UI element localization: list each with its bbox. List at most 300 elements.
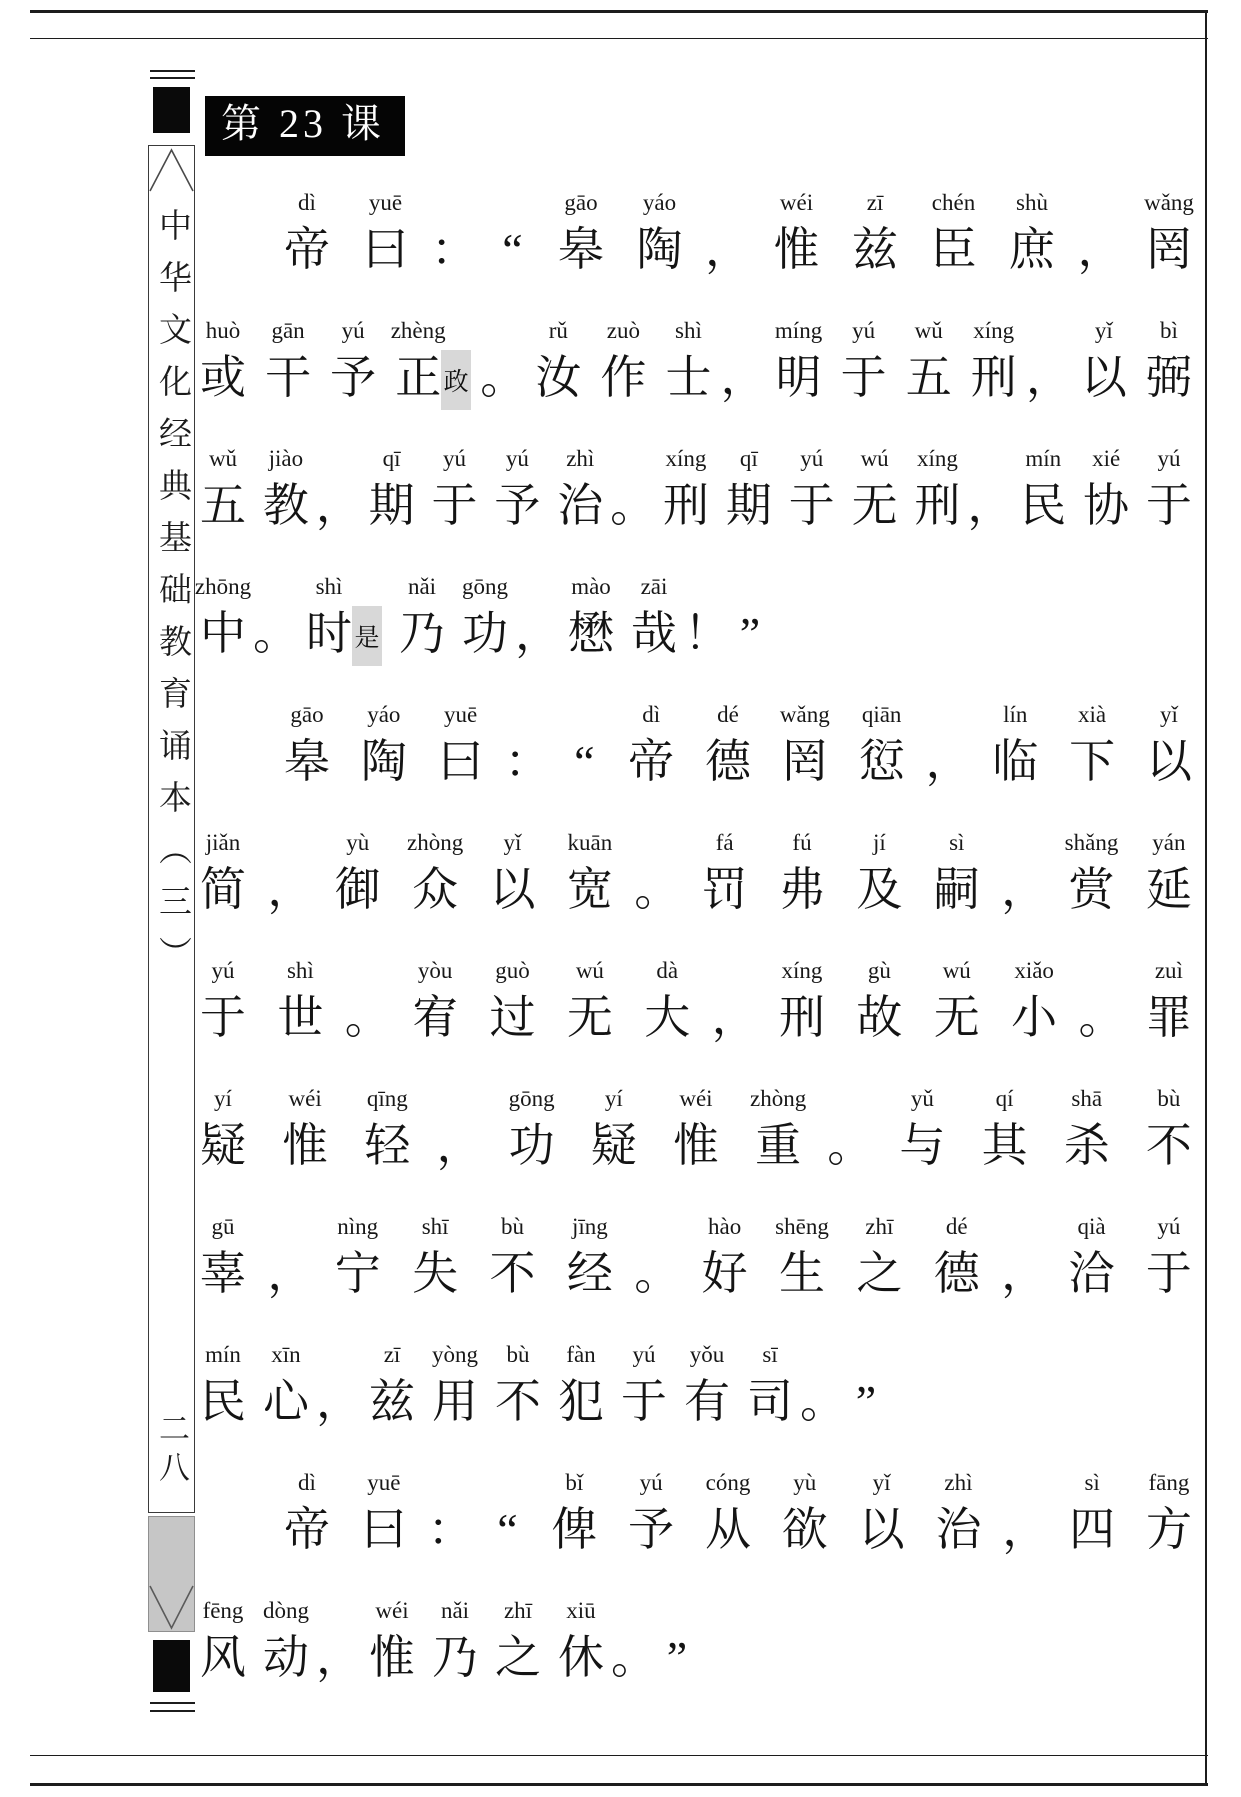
hanzi-char: 五 <box>200 480 246 531</box>
hanzi-char: 失 <box>412 1248 459 1299</box>
pinyin-label: yú <box>639 1470 663 1495</box>
char-token <box>1064 1086 1110 1178</box>
char-token <box>200 1598 246 1690</box>
punctuation-char: ： <box>431 224 477 275</box>
sidebar-spine-box <box>148 145 195 1513</box>
char-token <box>782 1470 828 1562</box>
punctuation-char: 。 <box>827 1120 874 1171</box>
char-token <box>852 190 898 282</box>
hanzi-char: 愆 <box>858 736 905 787</box>
pinyin-label <box>732 958 738 988</box>
hanzi-char: 心 <box>263 1376 309 1427</box>
pinyin-label: shā <box>1071 1086 1103 1111</box>
pinyin-label: yǒu <box>689 1342 725 1367</box>
hanzi-char: 治 <box>935 1504 982 1555</box>
char-token <box>284 1470 330 1562</box>
pinyin-label: yáo <box>367 702 401 727</box>
pinyin-label: bù <box>501 1214 524 1239</box>
char-with-annotation <box>306 604 382 666</box>
pinyin-label <box>1022 1470 1028 1500</box>
pinyin-label <box>525 702 531 732</box>
punctuation-char: ， <box>705 224 751 275</box>
char-token <box>841 318 887 410</box>
hanzi-char: 犯 <box>558 1376 604 1427</box>
pinyin-label: kuān <box>567 830 613 855</box>
pinyin-label <box>288 830 294 860</box>
pinyin-label <box>1098 190 1104 220</box>
punctuation-char: ， <box>1025 352 1072 403</box>
punctuation-token <box>610 446 657 538</box>
hanzi-char: 无 <box>851 480 898 531</box>
text-line <box>200 830 1192 922</box>
punctuation-char: ， <box>711 992 758 1043</box>
char-token <box>263 1342 309 1434</box>
pinyin-label: zhòng <box>749 1086 807 1111</box>
hanzi-char: 以 <box>858 1504 905 1555</box>
hanzi-char: 众 <box>412 864 459 915</box>
hanzi-char: 轻 <box>364 1120 411 1171</box>
char-token <box>1069 1214 1115 1306</box>
pinyin-label: guò <box>495 958 530 983</box>
pinyin-label: wǔ <box>914 318 943 343</box>
hanzi-char: 不 <box>489 1248 536 1299</box>
text-lines <box>194 190 1194 1726</box>
punctuation-char: “ <box>574 736 595 787</box>
text-line <box>200 702 1192 794</box>
chevron-up-icon <box>149 148 194 192</box>
char-token <box>749 1086 807 1178</box>
char-token <box>200 958 246 1050</box>
hanzi-char: 庶 <box>1009 224 1055 275</box>
char-token <box>462 574 508 666</box>
pinyin-label: mào <box>571 574 611 599</box>
hanzi-char: 治 <box>557 480 604 531</box>
char-token <box>971 318 1017 410</box>
pinyin-label: sī <box>762 1342 778 1367</box>
text-line <box>200 318 1192 410</box>
hanzi-char: 重 <box>755 1120 802 1171</box>
pinyin-label: cóng <box>705 1470 751 1495</box>
pinyin-label: dì <box>298 190 316 215</box>
hanzi-char: 生 <box>779 1248 825 1299</box>
pinyin-label <box>288 1214 294 1244</box>
punctuation-char: ， <box>720 352 767 403</box>
hanzi-char: 之 <box>856 1248 903 1299</box>
char-token <box>856 1214 902 1306</box>
hanzi-char: 帝 <box>284 1504 330 1555</box>
punctuation-char: ， <box>1001 864 1048 915</box>
pinyin-label: dé <box>717 702 739 727</box>
hanzi-char: 德 <box>933 1248 980 1299</box>
pinyin-label: yuē <box>444 702 478 727</box>
hanzi-char: 杀 <box>1063 1120 1110 1171</box>
pinyin-label: zhī <box>865 1214 894 1239</box>
char-token <box>567 1214 613 1306</box>
punctuation-char: ： <box>504 736 551 787</box>
hanzi-char: 惟 <box>773 224 820 275</box>
pinyin-label <box>457 1086 463 1116</box>
char-token <box>363 190 409 282</box>
text-line <box>200 958 1192 1050</box>
hanzi-char: 乃 <box>432 1632 478 1683</box>
pinyin-label: wéi <box>679 1086 713 1111</box>
pinyin-label: jiǎn <box>205 830 241 855</box>
hanzi-char: 曰 <box>362 224 409 275</box>
hanzi-char: 乃 <box>399 608 445 659</box>
hanzi-char: 罪 <box>1145 992 1192 1043</box>
pinyin-label: fāng <box>1148 1470 1190 1495</box>
hanzi-char: 教 <box>262 480 309 531</box>
punctuation-token <box>427 1470 474 1562</box>
pinyin-label: yú <box>505 446 529 471</box>
punctuation-token <box>571 702 597 794</box>
punctuation-token <box>711 958 758 1050</box>
hanzi-char: 弼 <box>1145 352 1192 403</box>
punctuation-token <box>494 1470 520 1562</box>
char-token <box>490 830 536 922</box>
pinyin-label: zī <box>383 1342 401 1367</box>
pinyin-label <box>581 702 587 732</box>
char-token <box>637 190 683 282</box>
hanzi-char: 兹 <box>369 1376 415 1427</box>
pinyin-label <box>741 318 747 348</box>
char-token <box>200 1342 246 1434</box>
pinyin-label: zuì <box>1154 958 1183 983</box>
char-token <box>495 1342 541 1434</box>
hanzi-char: 惟 <box>369 1632 415 1683</box>
pinyin-label: yù <box>346 830 370 855</box>
punctuation-token <box>253 574 299 666</box>
char-token <box>852 446 898 538</box>
hanzi-char: 延 <box>1145 864 1192 915</box>
char-token <box>779 830 825 922</box>
char-token <box>702 830 748 922</box>
punctuation-token <box>1001 830 1048 922</box>
hanzi-char: 嗣 <box>933 864 980 915</box>
char-token <box>494 446 540 538</box>
char-token <box>1011 958 1057 1050</box>
char-token <box>591 1086 637 1178</box>
punctuation-token <box>267 830 314 922</box>
series-title-vertical: 中华文化经典基础教育诵本（三） <box>154 208 190 988</box>
punctuation-char: ， <box>436 1120 483 1171</box>
punctuation-char: 。 <box>800 1376 846 1427</box>
pinyin-label <box>725 190 731 220</box>
punctuation-token <box>684 574 730 666</box>
pinyin-label: qīng <box>366 1086 408 1111</box>
punctuation-char: ， <box>315 480 362 531</box>
pinyin-label: zhì <box>566 446 595 471</box>
pinyin-label: lín <box>1003 702 1028 727</box>
hanzi-char: 五 <box>905 352 952 403</box>
pinyin-label: yǐ <box>872 1470 891 1495</box>
punctuation-token <box>1025 318 1072 410</box>
pinyin-label <box>654 1214 660 1244</box>
hanzi-char: 帝 <box>284 224 330 275</box>
pinyin-label: yǔ <box>910 1086 934 1111</box>
pinyin-label: bì <box>1159 318 1178 343</box>
char-token <box>558 1598 604 1690</box>
hanzi-char: 俾 <box>551 1504 598 1555</box>
char-token <box>931 190 977 282</box>
hanzi-char: 中 <box>200 608 246 659</box>
pinyin-label: yǐ <box>1094 318 1113 343</box>
pinyin-label: yú <box>211 958 235 983</box>
hanzi-char: 时 <box>306 608 352 659</box>
hanzi-char: 惟 <box>282 1120 329 1171</box>
char-token <box>558 1342 604 1434</box>
hanzi-char: 下 <box>1069 736 1116 787</box>
pinyin-label: zuò <box>606 318 640 343</box>
punctuation-char: ， <box>967 480 1014 531</box>
hanzi-char: 罔 <box>1146 224 1192 275</box>
pinyin-label: yǐ <box>503 830 522 855</box>
pinyin-label <box>1099 958 1105 988</box>
char-token <box>567 830 613 922</box>
hanzi-char: 御 <box>334 864 381 915</box>
punctuation-token <box>267 1214 314 1306</box>
char-token <box>673 1086 719 1178</box>
sidebar-top-rule-1 <box>150 70 195 72</box>
hanzi-char: 期 <box>368 480 415 531</box>
char-token <box>774 190 820 282</box>
pinyin-label: shī <box>421 1214 449 1239</box>
pinyin-label: chén <box>931 190 976 215</box>
pinyin-label: xíng <box>973 318 1015 343</box>
pinyin-label <box>451 190 457 220</box>
pinyin-label: gū <box>211 1214 235 1239</box>
char-token <box>628 702 674 794</box>
punctuation-char: ， <box>515 608 561 659</box>
char-token <box>263 1598 309 1690</box>
pinyin-label <box>535 574 541 604</box>
punctuation-token <box>664 1598 690 1690</box>
hanzi-char: 兹 <box>852 224 898 275</box>
pinyin-label <box>273 574 279 604</box>
hanzi-char: 方 <box>1145 1504 1192 1555</box>
pinyin-label <box>820 1342 826 1372</box>
pinyin-label <box>631 1598 637 1628</box>
char-token <box>335 830 381 922</box>
pinyin-label: dé <box>945 1214 968 1239</box>
hanzi-char: 宥 <box>412 992 459 1043</box>
hanzi-char: 德 <box>704 736 751 787</box>
hanzi-char: 与 <box>899 1120 946 1171</box>
pinyin-label: shǎng <box>1064 830 1119 855</box>
char-with-annotation <box>395 348 471 410</box>
punctuation-char: 。 <box>253 608 299 659</box>
text-line <box>200 1214 1192 1306</box>
hanzi-char: 简 <box>200 864 246 915</box>
char-token <box>856 958 902 1050</box>
pinyin-label <box>747 574 753 604</box>
char-token <box>702 1214 748 1306</box>
char-token <box>906 318 952 410</box>
hanzi-char: 陶 <box>636 224 683 275</box>
char-token <box>490 958 536 1050</box>
char-token <box>361 702 407 794</box>
pinyin-label: nǎi <box>440 1598 470 1623</box>
pinyin-label: zī <box>866 190 884 215</box>
hanzi-char: 以 <box>1080 352 1127 403</box>
pinyin-label: zāi <box>640 574 668 599</box>
pinyin-label <box>1021 1214 1027 1244</box>
char-token <box>747 1342 793 1434</box>
pinyin-label: rǔ <box>548 318 568 343</box>
pinyin-label: zhèng <box>390 318 446 343</box>
text-line <box>200 1342 1192 1434</box>
hanzi-char: 欲 <box>781 1504 828 1555</box>
pinyin-label: xíng <box>917 446 958 471</box>
char-token <box>265 318 311 410</box>
char-token <box>1146 830 1192 922</box>
pinyin-label: jiào <box>268 446 304 471</box>
hanzi-char: 之 <box>495 1632 541 1683</box>
text-line <box>200 446 1192 538</box>
pinyin-label: shēng <box>775 1214 829 1239</box>
punctuation-token <box>344 958 391 1050</box>
char-token <box>438 702 484 794</box>
hanzi-char: 其 <box>981 1120 1028 1171</box>
punctuation-token <box>967 446 1014 538</box>
punctuation-char: ” <box>855 1376 877 1427</box>
pinyin-label: fá <box>715 830 734 855</box>
pinyin-label: gōng <box>508 1086 555 1111</box>
punctuation-char: ， <box>316 1632 362 1683</box>
hanzi-char: 干 <box>265 352 312 403</box>
pinyin-label: míng <box>774 318 823 343</box>
char-token <box>330 318 376 410</box>
hanzi-char: 有 <box>684 1376 730 1427</box>
punctuation-char: ， <box>1002 1504 1049 1555</box>
punctuation-token <box>1001 1214 1048 1306</box>
pinyin-label: wǔ <box>208 446 238 471</box>
pinyin-label <box>630 446 636 476</box>
sidebar-gray-box <box>148 1516 195 1632</box>
punctuation-char: ， <box>267 1248 314 1299</box>
pinyin-label: yuē <box>367 1470 401 1495</box>
char-token <box>361 1470 407 1562</box>
char-token <box>1146 446 1192 538</box>
pinyin-label: gāo <box>290 702 324 727</box>
punctuation-token <box>705 190 751 282</box>
hanzi-char: 于 <box>1146 480 1192 531</box>
pinyin-label: dì <box>298 1470 316 1495</box>
punctuation-char: 。 <box>611 1632 657 1683</box>
pinyin-label <box>1021 830 1027 860</box>
punctuation-token <box>436 1086 483 1178</box>
char-token <box>1081 318 1127 410</box>
hanzi-char: 风 <box>200 1632 246 1683</box>
pinyin-label: yòng <box>432 1342 478 1367</box>
char-token <box>306 574 382 666</box>
pinyin-label <box>505 1470 511 1500</box>
hanzi-char: 于 <box>431 480 478 531</box>
pinyin-label: qī <box>739 446 758 471</box>
pinyin-label <box>654 830 660 860</box>
hanzi-char: 于 <box>840 352 887 403</box>
char-token <box>705 1470 751 1562</box>
pinyin-label: wú <box>942 958 971 983</box>
pinyin-label: sì <box>1084 1470 1100 1495</box>
char-token <box>1146 190 1192 282</box>
punctuation-char: ， <box>316 1376 362 1427</box>
text-line <box>200 1598 1192 1690</box>
char-token <box>407 830 464 922</box>
punctuation-token <box>800 1342 846 1434</box>
char-token <box>509 1086 555 1178</box>
punctuation-char: ， <box>925 736 972 787</box>
pinyin-label <box>988 446 994 476</box>
char-token <box>899 1086 945 1178</box>
char-token <box>282 1086 328 1178</box>
hanzi-char: 辜 <box>200 1248 246 1299</box>
hanzi-char: 曰 <box>437 736 484 787</box>
pinyin-label: yú <box>1157 446 1181 471</box>
pinyin-label: qí <box>995 1086 1014 1111</box>
punctuation-token <box>720 318 767 410</box>
char-token <box>1009 190 1055 282</box>
hanzi-char: 不 <box>495 1376 541 1427</box>
pinyin-label: dì <box>642 702 661 727</box>
hanzi-char: 明 <box>775 352 822 403</box>
char-token <box>432 446 478 538</box>
pinyin-label: qià <box>1077 1214 1106 1239</box>
char-token <box>200 1214 246 1306</box>
pinyin-label: fú <box>792 830 812 855</box>
pinyin-label: mín <box>205 1342 241 1367</box>
char-token <box>200 1086 246 1178</box>
lesson-title: 第 23 课 <box>205 96 405 156</box>
pinyin-label <box>510 190 516 220</box>
punctuation-char: 。 <box>1078 992 1125 1043</box>
pinyin-label: gān <box>271 318 305 343</box>
char-token <box>726 446 772 538</box>
annotation-char: 是 <box>352 606 382 666</box>
punctuation-token <box>315 446 362 538</box>
char-token <box>663 446 709 538</box>
pinyin-label: qiān <box>861 702 902 727</box>
char-token <box>628 1470 674 1562</box>
pinyin-label: gāo <box>564 190 598 215</box>
char-token <box>665 318 711 410</box>
pinyin-label: wéi <box>779 190 814 215</box>
punctuation-token <box>500 190 526 282</box>
bottom-frame-line-outer <box>30 1783 1208 1786</box>
char-token <box>915 446 961 538</box>
char-token <box>684 1342 730 1434</box>
punctuation-token <box>431 190 477 282</box>
char-token <box>495 1598 541 1690</box>
char-token <box>1064 830 1119 922</box>
char-token <box>859 1470 905 1562</box>
punctuation-token <box>1078 958 1125 1050</box>
char-token <box>390 318 471 410</box>
punctuation-char: ， <box>1077 224 1124 275</box>
punctuation-token <box>634 1214 681 1306</box>
pinyin-label: xīn <box>271 1342 301 1367</box>
char-token <box>200 446 246 538</box>
char-token <box>284 702 330 794</box>
char-token <box>1146 1086 1192 1178</box>
pinyin-label <box>704 574 710 604</box>
right-frame-line <box>1205 10 1207 1786</box>
hanzi-char: 疑 <box>200 1120 246 1171</box>
char-token <box>335 1214 381 1306</box>
hanzi-char: 正 <box>395 352 442 403</box>
pinyin-label: xià <box>1078 702 1107 727</box>
hanzi-char: 经 <box>566 1248 613 1299</box>
